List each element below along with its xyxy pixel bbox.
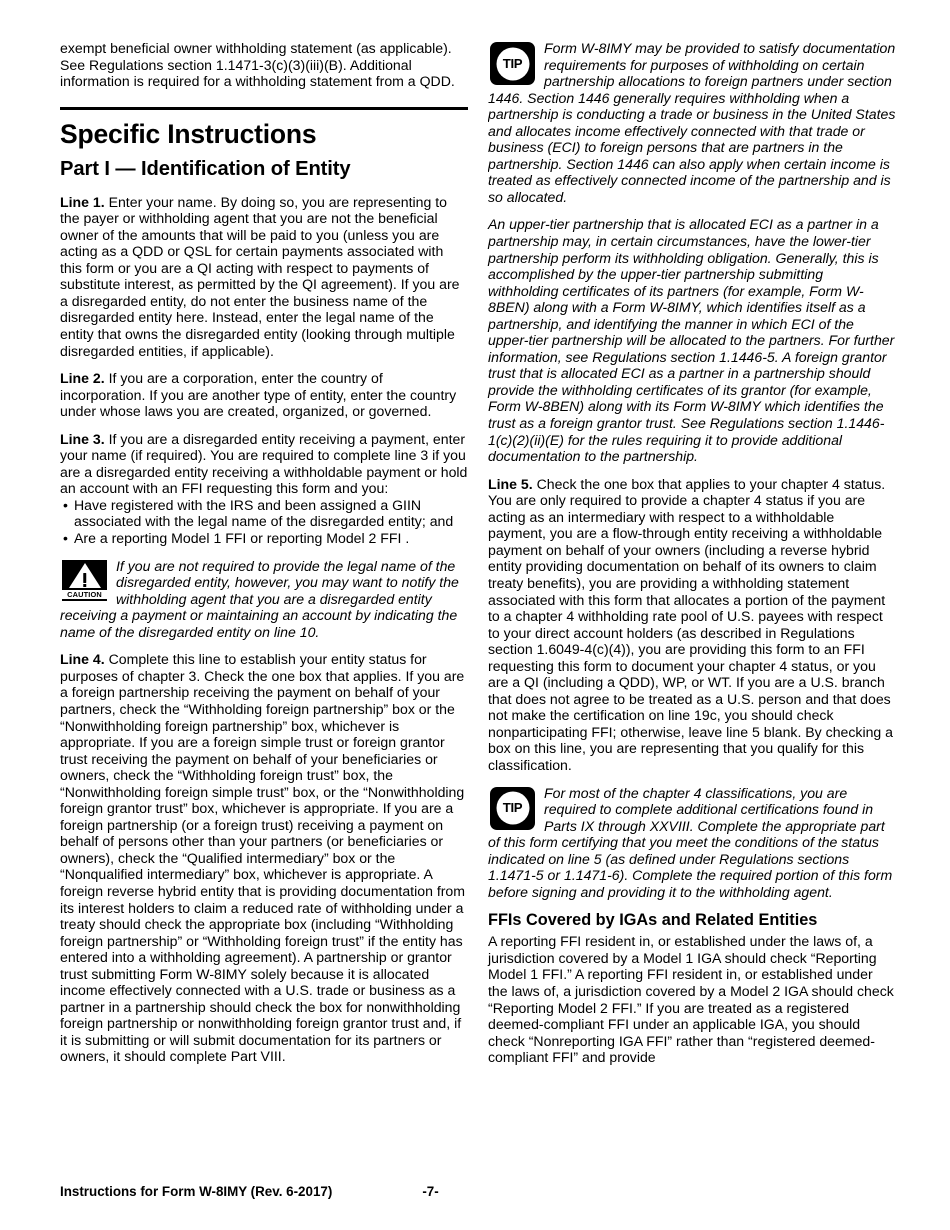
line-5-paragraph [488,476,896,774]
tip-callout-2-text: For most of the chapter 4 classifications, you are required to complete additional certifications found in Parts IX through XXVIII. Complete the appropriate part of this form certifying that you meet the conditions of the status indicated on line 5 (as defined under Regulations sections 1.1471-5 or 1.1471-6). Complete the required portion of this form before signing and providing it to the withholding agent. [488,784,893,900]
bullet-dot: • [63,496,68,513]
line-3-bullet-list [60,497,468,547]
right-column [488,40,896,1077]
tip-icon [490,42,535,85]
upper-tier-partnership-paragraph: An upper-tier partnership that is allocated ECI as a partner in a partnership may, in certain circumstances, have the lower-tier partnership perform its withholding obligation. Generally, this is accomplished by the upper-tier partnership submitting withholding certificates of its partners (for example, Form W-8BEN) along with a Form W-8IMY, which identifies itself as a partnership, and identifying the manner in which ECI of the upper-tier partnership will be allocated to the partners. For further information, see Regulations section 1.1446-5. A foreign grantor trust that is allocated ECI as a partner in a partnership should provide the withholding certificates of its grantor (for example, Form W-8BEN) along with its Form W-8IMY which identifies the trust as a foreign grantor trust. See Regulations section 1.1446-1(c)(2)(ii)(E) for the rules requiring it to provide additional documentation to the partnership. [488,216,895,465]
line-1-body: Enter your name. By doing so, you are representing to the payer or withholding agent that you are not the beneficial owner of the amounts that will be paid to you (unless you are acting as a QDD or QSL for certain payments associated with this form or you are a QI acting with respect to payments of substitute interest, as permitted by the QI agreement). If you are a disregarded entity, do not enter the business name of the disregarded entity here. Instead, enter the legal name of the entity that owns the disregarded entity (looking through multiple disregarded entities, if applicable). [60,193,460,359]
list-item-text: Have registered with the IRS and been assigned a GIIN associated with the legal name of the disregarded entity; and [74,496,454,530]
line-1-paragraph [60,194,468,359]
footer-form-title: Instructions for Form W-8IMY (Rev. 6-2017) [60,1184,333,1199]
tip-callout-1-text: Form W-8IMY may be provided to satisfy documentation requirements for purposes of withholding on certain partnership allocations to foreign partners under section 1446. Section 1446 generally requires withholding when a partnership is conducting a trade or business in the United States and allocates income effectively connected with that trade or business (ECI) to foreign persons that are partners in the partnership. Section 1446 can also apply when certain income is treated as effectively connected income of the partnership and is so allocated. [488,40,896,205]
list-item [60,530,468,547]
line-4-body: Complete this line to establish your entity status for purposes of chapter 3. Check the one box that applies. If you are a foreign partnership receiving the payment on behalf of your partners, check the “Withholding foreign partnership” box or the “Nonwithholding foreign partnership” box, whichever is appropriate. If you are a foreign simple trust or foreign grantor trust receiving the payment on behalf of your beneficiaries or owners, check the “Withholding foreign trust” box, the “Nonwithholding foreign simple trust” box, or the “Nonwithholding foreign grantor trust” box, whichever is appropriate. If you are a foreign partnership (or a foreign trust) receiving a payment on behalf of persons other than your partners (or beneficiaries or owners), check the “Qualified intermediary” box or the “Nonqualified intermediary” box, whichever is appropriate. A foreign reverse hybrid entity that is providing documentation from its interest holders to claim a reduced rate of withholding under a treaty should check the appropriate box (including “Withholding foreign partnership” or “Withholding foreign trust” if the entity has entered into a withholding agreement). A partnership or grantor trust submitting Form W-8IMY solely because it is allocated income effectively connected with a U.S. trade or business as a partner in a partnership should check the box for nonwithholding foreign partnership or nonwithholding foreign grantor trust and, if it is submitting or will submit documentation for its partners or owners, it should complete Part VIII. [60,651,466,1065]
page-number: -7- [422,1184,439,1199]
line-5-body: Check the one box that applies to your chapter 4 status. You are only required to provide a chapter 4 status if you are acting as an intermediary with respect to a withholdable payment, you are a flow-through entity receiving a withholdable payment on behalf of your owners (including a reverse hybrid entity providing documentation on behalf of its owners to claim treaty benefits), you are providing a withholding statement associated with this form that allocates a portion of the payment to a chapter 4 withholding rate pool of U.S. payees with respect to your direct account holders (as described in Regulations section 1.6049-4(c)(4)), you are providing this form to an FFI requesting this form to document your chapter 4 status, or you are a QI (including a QDD), WP, or WT. If you are a U.S. branch that does not agree to be treated as a U.S. person and that does not make the certification on line 19c, you should check nonparticipating FFI; otherwise, leave line 5 blank. By checking a box on this line, you are representing that you qualify for this classification. [488,475,894,773]
line-2-body: If you are a corporation, enter the country of incorporation. If you are another type of entity, enter the country under whose laws you are created, organized, or governed. [60,370,457,420]
list-item [60,497,468,530]
page-title: Specific Instructions [60,118,317,149]
left-column [60,40,468,1076]
caution-icon-label: CAUTION [62,590,107,599]
line-4-paragraph [60,651,468,1065]
section-divider-rule [60,107,468,110]
tip-icon-label: TIP [502,800,523,816]
caution-icon [62,560,107,601]
ffi-section-heading: FFIs Covered by IGAs and Related Entities [488,911,818,930]
tip-callout-1 [488,40,896,205]
ffi-paragraph: A reporting FFI resident in, or established under the laws of, a jurisdiction covered by a Model 1 IGA should check “Reporting Model 1 FFI.” A reporting FFI resident in, or established under the laws of, a jurisdiction covered by a Model 2 IGA should check “Reporting Model 2 FFI.” If you are treated as a registered deemed-compliant FFI under an applicable IGA, you should check “Nonreporting IGA FFI” rather than “registered deemed-compliant FFI” and provide [488,933,894,1066]
line-4-label: Line 4. [60,651,105,668]
caution-callout [60,558,468,641]
caution-callout-text: If you are not required to provide the legal name of the disregarded entity, however, you may want to notify the withholding agent that you are a disregarded entity receiving a payment or maintaining an account by indicating the name of the disregarded entity on line 10. [60,557,459,640]
two-column-layout [60,40,895,1077]
line-2-paragraph [60,370,468,420]
line-1-label: Line 1. [60,193,105,210]
tip-icon [490,787,535,830]
caution-exclamation-dot [83,584,87,587]
tip-icon-label: TIP [502,55,523,71]
line-3-label: Line 3. [60,430,105,447]
line-3-paragraph [60,431,468,497]
bullet-dot: • [63,530,68,547]
page-footer [60,1184,895,1200]
list-item-text: Are a reporting Model 1 FFI or reporting Model 2 FFI . [74,530,410,547]
tip-callout-2 [488,785,896,901]
line-2-label: Line 2. [60,370,105,387]
line-5-label: Line 5. [488,475,533,492]
caution-exclamation-stem [83,573,87,583]
continued-paragraph: exempt beneficial owner withholding statement (as applicable). See Regulations section 1.1471-3(c)(3)(iii)(B). Additional information is required for a withholding statement from a QDD. [60,40,455,90]
part-heading: Part I — Identification of Entity [60,157,351,180]
line-3-body: If you are a disregarded entity receiving a payment, enter your name (if required). You are required to complete line 3 if you are a disregarded entity receiving a withholdable payment or hold an account with an FFI requesting this form and you: [60,430,468,497]
